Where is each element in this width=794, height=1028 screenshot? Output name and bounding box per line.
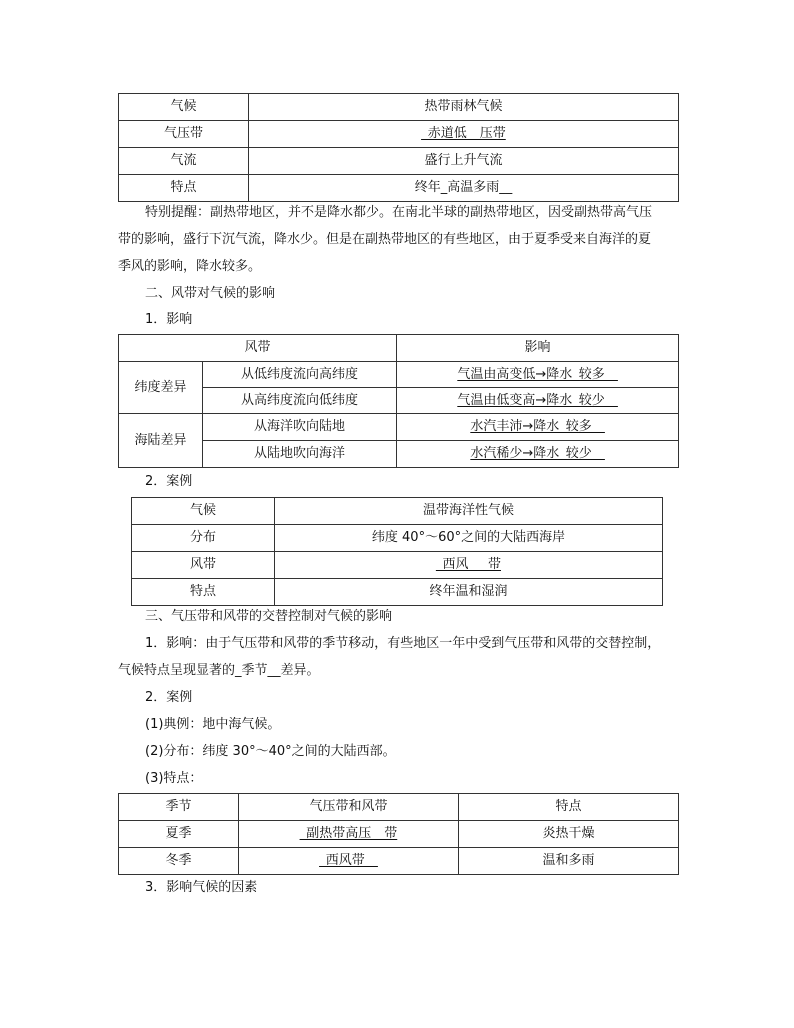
table-cell-value: 温带海洋性气候 (275, 498, 663, 525)
rainforest-climate-table (118, 93, 679, 202)
table-cell-label: 分布 (132, 525, 275, 552)
table-cell-direction: 从低纬度流向高纬度 (203, 362, 397, 388)
table-cell-label: 气候 (119, 94, 249, 121)
table-cell-label: 气压带 (119, 121, 249, 148)
table-group-land-sea: 海陆差异 (119, 414, 203, 468)
table-cell-belt: _副热带高压__带 (239, 821, 459, 848)
table-cell-feature: 温和多雨 (459, 848, 679, 875)
table-cell-value: _赤道低__压带 (249, 121, 679, 148)
table-cell-direction: 从海洋吹向陆地 (203, 414, 397, 441)
table-header-feature: 特点 (459, 794, 679, 821)
table-cell-value: 纬度 40°～60°之间的大陆西海岸 (275, 525, 663, 552)
table-cell-direction: 从陆地吹向海洋 (203, 441, 397, 468)
section-3-para-1-line-1: 1．影响：由于气压带和风带的季节移动，有些地区一年中受到气压带和风带的交替控制， (145, 636, 661, 651)
table-cell-effect: 气温由低变高→降水_较少__ (397, 388, 679, 414)
table-cell-effect: 水汽丰沛→降水_较多__ (397, 414, 679, 441)
note-line-2: 带的影响，盛行下沉气流，降水少。但是在副热带地区的有些地区，由于夏季受来自海洋的夏 (118, 232, 652, 247)
table-cell-feature: 炎热干燥 (459, 821, 679, 848)
table-cell-belt: _西风带__ (239, 848, 459, 875)
table-header-effect: 影响 (397, 335, 679, 362)
table-cell-label: 特点 (119, 175, 249, 202)
table-header-wind: 风带 (119, 335, 397, 362)
table-cell-value: _西风___带 (275, 552, 663, 579)
table-group-latitude: 纬度差异 (119, 362, 203, 414)
table-cell-effect: 气温由高变低→降水_较多__ (397, 362, 679, 388)
section-3-item-3: (3)特点： (145, 771, 203, 786)
table-cell-value: 终年_高温多雨__ (249, 175, 679, 202)
wind-belt-effect-table (118, 334, 679, 468)
table-cell-season: 夏季 (119, 821, 239, 848)
table-cell-value: 终年温和湿润 (275, 579, 663, 606)
section-2-sub-1: 1．影响 (145, 312, 193, 327)
note-line-3: 季风的影响，降水较多。 (118, 259, 262, 274)
note-line-1: 特别提醒：副热带地区，并不是降水都少。在南北半球的副热带地区，因受副热带高气压 (145, 205, 653, 220)
table-cell-label: 气流 (119, 148, 249, 175)
table-header-season: 季节 (119, 794, 239, 821)
section-2-heading: 二、风带对气候的影响 (145, 286, 276, 301)
section-3-item-2: (2)分布：纬度 30°～40°之间的大陆西部。 (145, 744, 396, 759)
section-3-sub-3: 3．影响气候的因素 (145, 880, 258, 895)
section-3-sub-2: 2．案例 (145, 690, 193, 705)
table-cell-label: 特点 (132, 579, 275, 606)
table-cell-value: 盛行上升气流 (249, 148, 679, 175)
oceanic-climate-table (131, 497, 663, 606)
mediterranean-climate-table (118, 793, 679, 875)
table-cell-direction: 从高纬度流向低纬度 (203, 388, 397, 414)
section-3-item-1: (1)典例：地中海气候。 (145, 717, 281, 732)
section-3-para-1-line-2: 气候特点呈现显著的_季节__差异。 (118, 663, 320, 678)
table-cell-season: 冬季 (119, 848, 239, 875)
table-cell-label: 风带 (132, 552, 275, 579)
table-cell-effect: 水汽稀少→降水_较少__ (397, 441, 679, 468)
section-2-sub-2: 2．案例 (145, 474, 193, 489)
table-cell-value: 热带雨林气候 (249, 94, 679, 121)
section-3-heading: 三、气压带和风带的交替控制对气候的影响 (145, 609, 393, 624)
table-cell-label: 气候 (132, 498, 275, 525)
table-header-belt: 气压带和风带 (239, 794, 459, 821)
